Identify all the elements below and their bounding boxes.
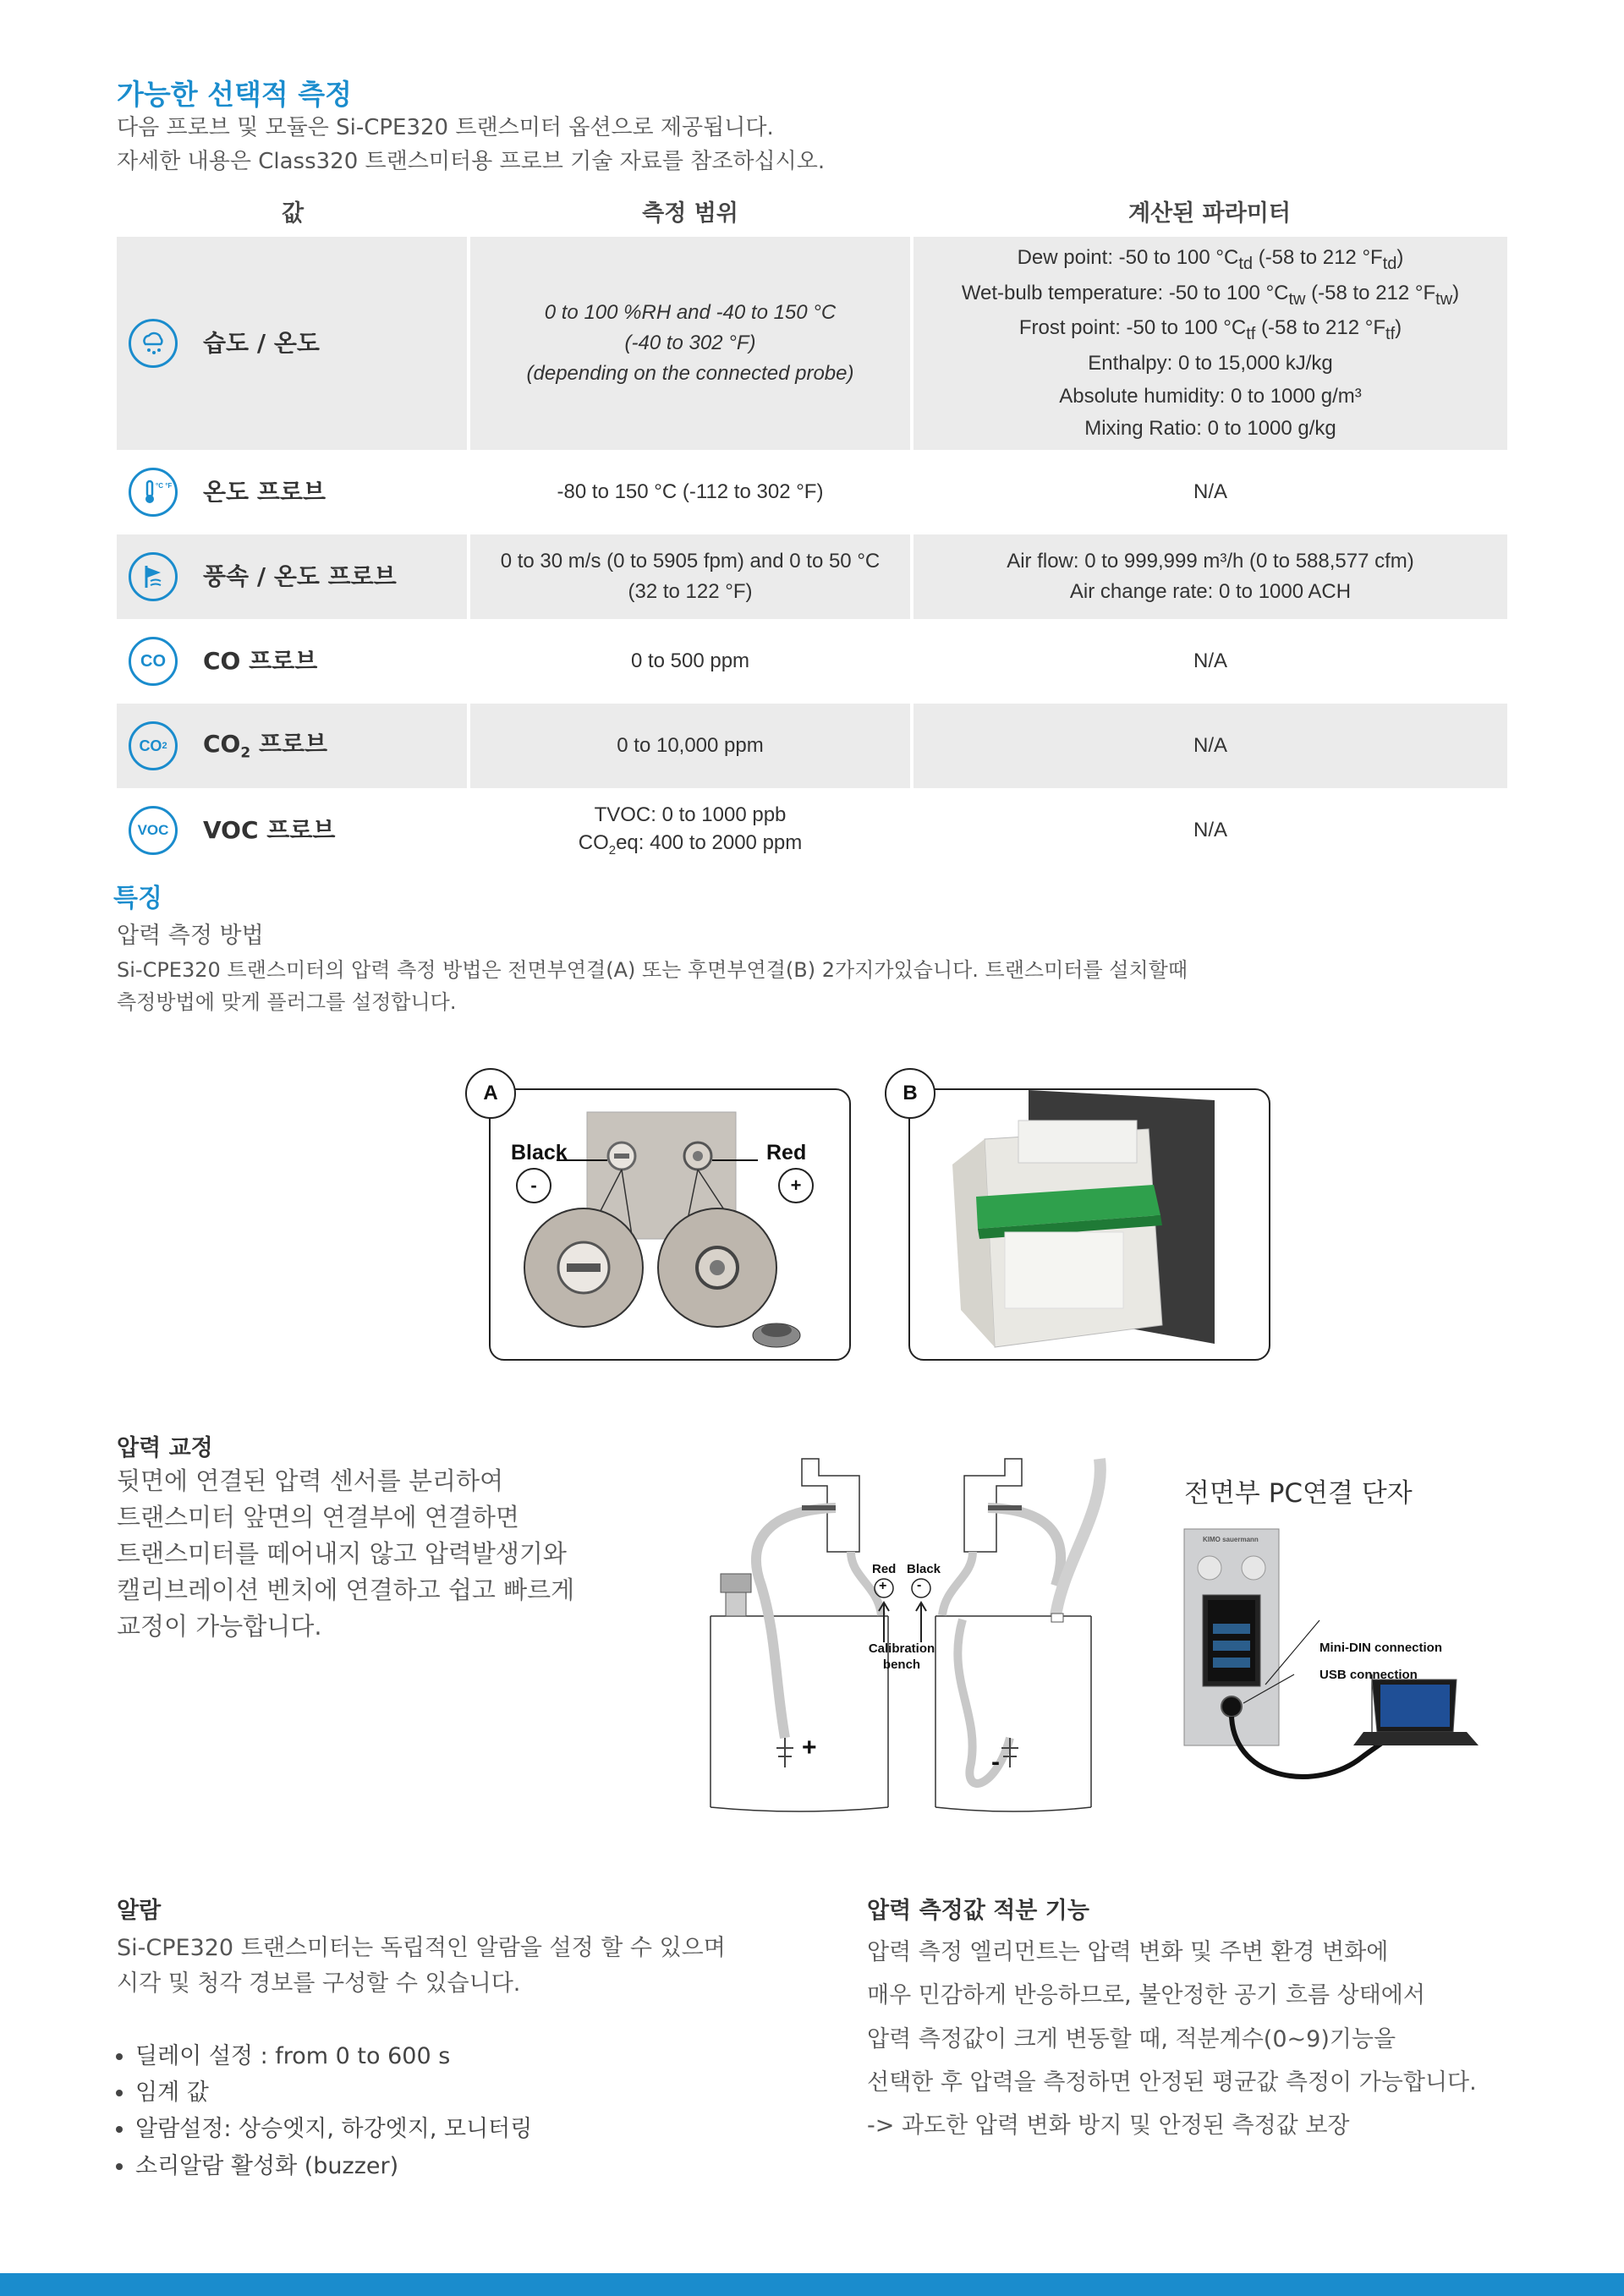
co-icon: CO xyxy=(129,637,178,686)
list-item: • 딜레이 설정 : from 0 to 600 s xyxy=(135,2038,532,2074)
table-row xyxy=(117,704,1507,788)
row-name: 온도 프로브 xyxy=(203,478,326,506)
badge-a: A xyxy=(465,1068,516,1119)
range-cell: -80 to 150 °C (-112 to 302 °F) xyxy=(469,450,912,534)
header-value: 값 xyxy=(281,200,304,227)
anemometer-icon xyxy=(129,552,178,601)
features-text-line: 측정방법에 맞게 플러그를 설정합니다. xyxy=(117,990,457,1015)
table-row xyxy=(117,450,1507,534)
name-cell xyxy=(117,534,469,619)
name-cell xyxy=(117,788,469,873)
name-cell xyxy=(117,450,469,534)
integration-text-line: 매우 민감하게 반응하므로, 불안정한 공기 흐름 상태에서 xyxy=(867,1982,1425,2009)
params-cell xyxy=(912,534,1507,619)
cal-minus-sign: - xyxy=(917,1578,922,1592)
calibration-text xyxy=(117,1463,574,1645)
range-line: (depending on the connected probe) xyxy=(526,362,854,385)
cal-black-label: Black xyxy=(907,1562,941,1576)
params-cell: N/A xyxy=(1193,819,1227,841)
range-cell xyxy=(469,237,912,450)
voc-icon: VOC xyxy=(129,806,178,855)
cal-plus-sign: + xyxy=(879,1579,887,1593)
features-subtitle: 압력 측정 방법 xyxy=(117,923,264,949)
list-item: • 소리알람 활성화 (buzzer) xyxy=(135,2148,532,2184)
calibration-text-line: 뒷면에 연결된 압력 센서를 분리하여 xyxy=(117,1466,504,1495)
range-cell: 0 to 500 ppm xyxy=(469,619,912,704)
bench-line: Calibration xyxy=(868,1641,935,1656)
plus-sign: + xyxy=(778,1168,814,1203)
dew-point: Dew point: -50 to 100 $^\circ C_{td}$ (-58 to 212 $^\circ F_{td}$) xyxy=(1017,245,1404,273)
black-label: Black xyxy=(511,1141,568,1164)
alarm-text xyxy=(117,1931,726,2002)
header-params: 계산된 파라미터 xyxy=(1128,200,1291,227)
enthalpy: Enthalpy: 0 to 15,000 kJ/kg xyxy=(1088,352,1333,375)
diagram-a-panel xyxy=(489,1088,851,1361)
name-cell xyxy=(117,237,469,450)
name-cell xyxy=(117,619,469,704)
range-line: 0 to 30 m/s (0 to 5905 fpm) and 0 to 50 °C xyxy=(500,550,881,573)
params-cell: N/A xyxy=(912,704,1507,788)
range-line: 0 to 100 %RH and -40 to 150 °C xyxy=(544,301,837,324)
calibration-diagram xyxy=(709,1459,1115,1814)
integration-text-line: 선택한 후 압력을 측정하면 안정된 평균값 측정이 가능합니다. xyxy=(867,2069,1477,2096)
range-line: TVOC: 0 to 1000 ppb xyxy=(594,803,787,827)
calibration-text-line: 교정이 가능합니다. xyxy=(117,1611,322,1641)
params-cell: N/A xyxy=(1193,649,1227,672)
thermometer-icon xyxy=(129,468,178,517)
table-row xyxy=(117,619,1507,704)
integration-text-line: -> 과도한 압력 변화 방지 및 안정된 측정값 보장 xyxy=(867,2112,1350,2140)
usb-label: USB connection xyxy=(1320,1668,1418,1682)
calibration-text-line: 트랜스미터 앞면의 연결부에 연결하면 xyxy=(117,1502,519,1532)
humidity-icon xyxy=(129,319,178,368)
page-title: 가능한 선택적 측정 xyxy=(117,78,353,111)
transmitter-laptop-illustration xyxy=(1184,1529,1480,1800)
front-connection-illustration xyxy=(491,1090,849,1359)
tank-minus-sign: - xyxy=(991,1748,1000,1776)
pc-connection-title: 전면부 PC연결 단자 xyxy=(1184,1478,1413,1509)
row-name: 습도 / 온도 xyxy=(203,329,320,357)
range-cell: 0 to 10,000 ppm xyxy=(469,704,912,788)
svg-text:°C °F: °C °F xyxy=(156,482,173,490)
range-line: (32 to 122 °F) xyxy=(628,580,753,603)
bench-line: bench xyxy=(882,1657,921,1672)
air-change-rate: Air change rate: 0 to 1000 ACH xyxy=(1069,580,1352,603)
calibration-text-line: 트랜스미터를 떼어내지 않고 압력발생기와 xyxy=(117,1538,567,1568)
calibration-text-line: 캘리브레이션 벤치에 연결하고 쉽고 빠르게 xyxy=(117,1575,575,1604)
wet-bulb: Wet-bulb temperature: -50 to 100 $^\circ C_{tw}$ (-58 to 212 $^\circ F_{tw}$) xyxy=(961,281,1460,309)
features-title: 특징 xyxy=(113,884,162,913)
integration-text-line: 압력 측정값이 크게 변동할 때, 적분계수(0~9)기능을 xyxy=(867,2025,1396,2052)
row-name: VOC 프로브 xyxy=(203,816,336,844)
range-cell xyxy=(469,534,912,619)
calibration-bench-label xyxy=(859,1641,944,1674)
row-name: CO 프로브 xyxy=(203,647,318,675)
alarm-text-line: Si-CPE320 트랜스미터는 독립적인 알람을 설정 할 수 있으며 xyxy=(117,1935,726,1961)
integration-text-line: 압력 측정 엘리먼트는 압력 변화 및 주변 환경 변화에 xyxy=(867,1939,1389,1965)
rear-connection-illustration xyxy=(910,1090,1269,1359)
minus-sign: - xyxy=(516,1168,551,1203)
alarm-title: 알람 xyxy=(117,1898,162,1924)
badge-b: B xyxy=(885,1068,935,1119)
list-item: • 임계 값 xyxy=(135,2074,532,2111)
air-flow: Air flow: 0 to 999,999 m³/h (0 to 588,577 cfm) xyxy=(1007,550,1414,573)
footer-bar xyxy=(0,2273,1624,2296)
measurement-table xyxy=(117,184,1507,873)
integration-title: 압력 측정값 적분 기능 xyxy=(867,1898,1089,1924)
cal-red-label: Red xyxy=(872,1562,897,1576)
integration-text xyxy=(867,1931,1477,2147)
brand-logo: KIMO sauermann xyxy=(1203,1536,1259,1543)
params-cell xyxy=(912,237,1507,450)
range-line: $CO_2eq$: 400 to 2000 ppm xyxy=(578,830,803,858)
table-header-row xyxy=(117,184,1507,237)
tank-plus-sign: + xyxy=(802,1734,817,1762)
diagram-b-panel xyxy=(908,1088,1270,1361)
frost-point: Frost point: -50 to 100 $^\circ C_{tf}$ (-58 to 212 $^\circ F_{tf}$) xyxy=(1018,316,1402,344)
pc-connection-diagram xyxy=(1184,1529,1480,1800)
calibration-title: 압력 교정 xyxy=(117,1435,213,1461)
mini-din-label: Mini-DIN connection xyxy=(1320,1641,1442,1655)
co2-icon: CO 2 xyxy=(129,721,178,770)
list-item: • 알람설정: 상승엣지, 하강엣지, 모니터링 xyxy=(135,2111,532,2147)
intro-line-2: 자세한 내용은 Class320 트랜스미터용 프로브 기술 자료를 참조하십시오. xyxy=(117,149,826,174)
table-row xyxy=(117,788,1507,873)
range-line: (-40 to 302 °F) xyxy=(624,332,756,354)
params-cell: N/A xyxy=(1193,480,1227,503)
name-cell xyxy=(117,704,469,788)
table-row xyxy=(117,534,1507,619)
features-text-line: Si-CPE320 트랜스미터의 압력 측정 방법은 전면부연결(A) 또는 후면부연결(B) 2가지가있습니다. 트랜스미터를 설치할때 xyxy=(117,958,1188,982)
alarm-text-line: 시각 및 청각 경보를 구성할 수 있습니다. xyxy=(117,1970,521,1997)
header-range: 측정 범위 xyxy=(642,200,738,227)
features-text xyxy=(117,954,1188,1019)
red-label: Red xyxy=(766,1141,807,1164)
absolute-humidity: Absolute humidity: 0 to 1000 g/m³ xyxy=(1059,384,1362,408)
alarm-list xyxy=(117,2038,532,2184)
row-name: 풍속 / 온도 프로브 xyxy=(203,562,397,590)
range-cell xyxy=(469,788,912,873)
intro-line-1: 다음 프로브 및 모듈은 Si-CPE320 트랜스미터 옵션으로 제공됩니다. xyxy=(117,115,774,140)
calibration-illustration xyxy=(709,1459,1115,1814)
row-name: $CO_2$ 프로브 xyxy=(203,730,328,763)
mixing-ratio: Mixing Ratio: 0 to 1000 g/kg xyxy=(1084,416,1336,440)
table-row xyxy=(117,237,1507,450)
